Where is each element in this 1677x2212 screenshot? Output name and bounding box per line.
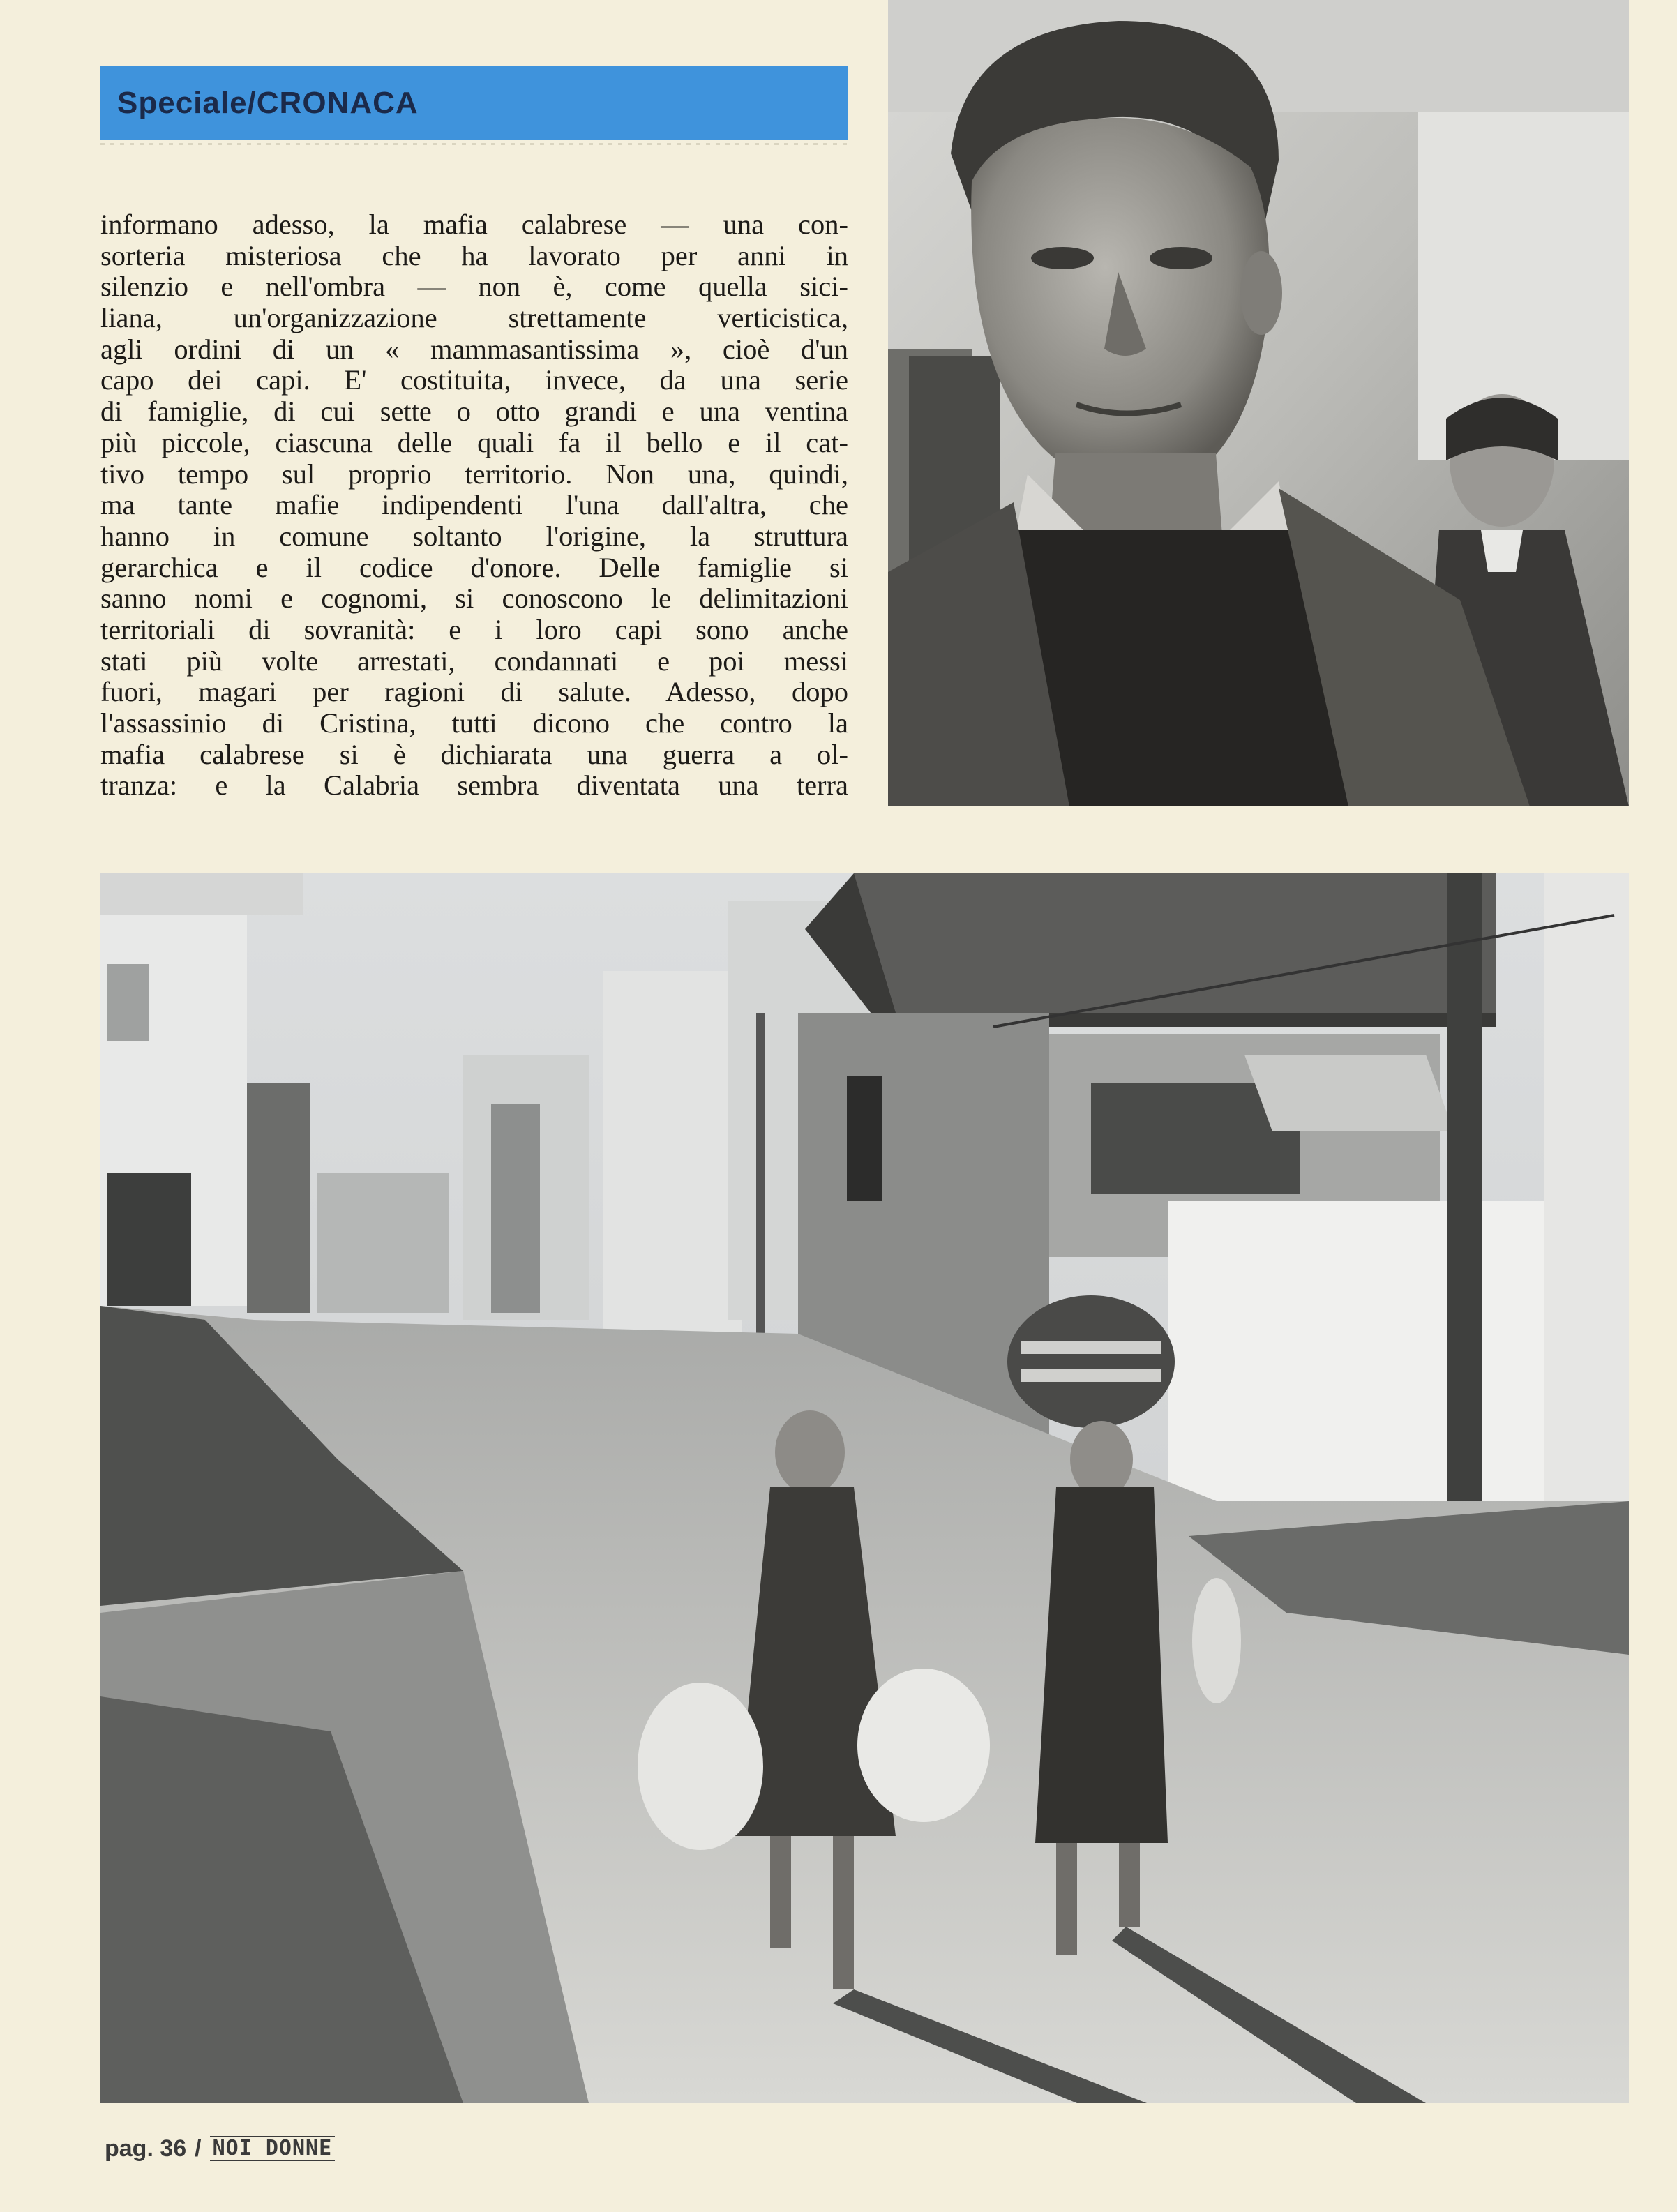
footer-separator: / xyxy=(195,2135,202,2162)
section-label: Speciale/CRONACA xyxy=(117,86,419,120)
article-line: tranza: e la Calabria sembra diventata una terra xyxy=(100,769,848,802)
portrait-photo xyxy=(888,0,1629,806)
article-line: stati più volte arrestati, condannati e poi messi xyxy=(100,645,848,677)
article-line: fuori, magari per ragioni di salute. Adesso, dopo xyxy=(100,676,848,708)
article-line: liana, un'organizzazione strettamente verticistica, xyxy=(100,302,848,334)
article-line: sanno nomi e cognomi, si conoscono le delimitazioni xyxy=(100,582,848,615)
portrait-photo-image xyxy=(888,0,1629,806)
article-line: territoriali di sovranità: e i loro capi sono anche xyxy=(100,613,848,645)
article-line: ma tante mafie indipendenti l'una dall'altra, che xyxy=(100,489,848,521)
article-line: di famiglie, di cui sette o otto grandi e una ventina xyxy=(100,396,848,428)
article-line: tivo tempo sul proprio territorio. Non una, quindi, xyxy=(100,458,848,490)
banner-rule xyxy=(100,143,848,145)
article-line: capo dei capi. E' costituita, invece, da una serie xyxy=(100,364,848,396)
street-photo xyxy=(100,873,1629,2103)
article-line: mafia calabrese si è dichiarata una guerra a ol- xyxy=(100,738,848,770)
article-line: silenzio e nell'ombra — non è, come quella sici- xyxy=(100,271,848,303)
article-line: hanno in comune soltanto l'origine, la struttura xyxy=(100,520,848,552)
section-banner xyxy=(100,66,848,140)
street-photo-image xyxy=(100,873,1629,2103)
article-line: sorteria misteriosa che ha lavorato per anni in xyxy=(100,239,848,271)
page-number: pag. 36 xyxy=(105,2135,187,2162)
article-line: più piccole, ciascuna delle quali fa il bello e il cat- xyxy=(100,426,848,458)
article-line: l'assassinio di Cristina, tutti dicono che contro la xyxy=(100,707,848,739)
article-line: informano adesso, la mafia calabrese — una con- xyxy=(100,209,848,240)
article-line: gerarchica e il codice d'onore. Delle famiglie si xyxy=(100,551,848,583)
page-footer xyxy=(105,2131,335,2166)
article-body xyxy=(100,209,848,802)
magazine-logo: NOI DONNE xyxy=(210,2135,336,2162)
article-line: agli ordini di un « mammasantissima », cioè d'un xyxy=(100,333,848,365)
